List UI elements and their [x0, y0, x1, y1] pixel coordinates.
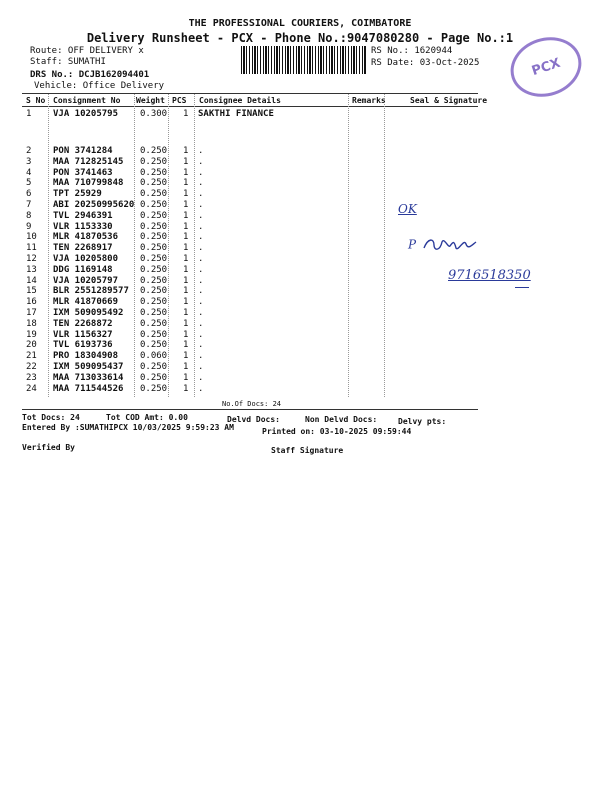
row-sno: 8	[26, 210, 32, 221]
table-row	[0, 157, 600, 168]
barcode-image	[241, 46, 367, 74]
col-seal-signature: Seal & Signature	[410, 96, 488, 105]
row-pcs: 1	[183, 362, 189, 372]
row-weight: 0.250	[140, 221, 168, 232]
row-consignee: .	[198, 200, 204, 210]
row-sno: 2	[26, 146, 32, 156]
staff-signature: Staff Signature	[271, 446, 344, 455]
row-sno: 9	[26, 221, 32, 232]
table-row	[0, 330, 600, 341]
table-row	[0, 211, 600, 222]
row-consignee: .	[198, 189, 204, 200]
company-title: THE PROFESSIONAL COURIERS, COIMBATORE	[188, 18, 412, 29]
row-weight: 0.250	[140, 167, 168, 178]
row-pcs: 1	[183, 221, 189, 232]
runsheet-subtitle: Delivery Runsheet - PCX - Phone No.:9047080280 - Page No.:1	[86, 31, 514, 45]
row-consignee: .	[198, 383, 204, 394]
row-pcs: 1	[183, 329, 189, 340]
row-sno: 23	[26, 372, 37, 383]
table-row	[0, 351, 600, 362]
row-sno: 14	[26, 275, 37, 286]
table-top-rule	[22, 93, 478, 94]
row-consignment-no: TEN 2268917	[53, 243, 113, 254]
no-of-docs: No.Of Docs: 24	[222, 400, 282, 408]
row-sno: 21	[26, 351, 37, 362]
verified-by: Verified By	[22, 443, 75, 452]
table-row	[0, 254, 600, 265]
row-weight: 0.250	[140, 318, 168, 329]
table-bottom-rule	[22, 409, 478, 410]
row-consignee: .	[198, 178, 204, 189]
row-consignee: SAKTHI FINANCE	[198, 109, 274, 119]
row-weight: 0.250	[140, 383, 168, 394]
row-weight: 0.250	[140, 254, 168, 264]
row-consignment-no: MLR 41870669	[53, 297, 119, 308]
table-row	[0, 319, 600, 330]
route-label: Route: OFF DELIVERY x	[30, 46, 144, 56]
row-pcs: 1	[183, 286, 189, 297]
row-weight: 0.250	[140, 156, 168, 167]
row-pcs: 1	[183, 200, 189, 210]
row-pcs: 1	[183, 178, 189, 189]
row-consignee: .	[198, 362, 204, 372]
rs-number: RS No.: 1620944	[371, 46, 453, 56]
row-weight: 0.250	[140, 286, 168, 297]
table-row	[0, 146, 600, 157]
row-consignee: .	[198, 308, 204, 318]
staff-label: Staff: SUMATHI	[30, 57, 106, 67]
row-sno: 15	[26, 286, 37, 297]
row-pcs: 1	[183, 146, 189, 156]
handwritten-phone: 9716518350	[448, 268, 531, 283]
row-consignment-no: BLR 2551289577	[53, 286, 129, 297]
row-sno: 11	[26, 243, 37, 254]
row-consignee: .	[198, 286, 204, 297]
row-consignee: .	[198, 146, 204, 156]
row-weight: 0.250	[140, 178, 168, 189]
col-pcs: PCS	[172, 96, 187, 105]
row-sno: 3	[26, 156, 32, 167]
row-pcs: 1	[183, 308, 189, 318]
total-docs: Tot Docs: 24	[22, 413, 80, 422]
vehicle-label: Vehicle: Office Delivery	[34, 81, 165, 91]
row-consignee: .	[198, 254, 204, 264]
table-row	[0, 373, 600, 384]
row-consignee: .	[198, 264, 204, 275]
row-consignee: .	[198, 167, 204, 178]
table-row	[0, 243, 600, 254]
row-consignee: .	[198, 210, 204, 221]
row-weight: 0.250	[140, 297, 168, 308]
row-pcs: 1	[183, 351, 189, 362]
non-delivered-docs: Non Delvd Docs:	[305, 415, 378, 424]
row-consignment-no: MAA 713033614	[53, 372, 124, 383]
table-row	[0, 384, 600, 395]
row-consignment-no: VJA 10205795	[53, 109, 119, 119]
table-row	[0, 308, 600, 319]
table-row	[0, 340, 600, 351]
pen-mark	[515, 287, 529, 288]
col-consignee: Consignee Details	[199, 96, 281, 105]
row-consignee: .	[198, 372, 204, 383]
row-consignment-no: VJA 10205800	[53, 254, 119, 264]
row-consignee: .	[198, 340, 204, 351]
row-pcs: 1	[183, 372, 189, 383]
row-weight: 0.250	[140, 210, 168, 221]
row-consignment-no: TVL 6193736	[53, 340, 113, 351]
row-sno: 12	[26, 254, 37, 264]
row-sno: 10	[26, 232, 37, 243]
rs-date: RS Date: 03-Oct-2025	[371, 58, 480, 68]
row-consignment-no: IXM 509095437	[53, 362, 124, 372]
handwritten-ok: OK	[398, 202, 417, 216]
row-sno: 7	[26, 200, 32, 210]
row-weight: 0.250	[140, 264, 168, 275]
printed-on: Printed on: 03-10-2025 09:59:44	[262, 427, 412, 436]
row-consignee: .	[198, 329, 204, 340]
row-sno: 5	[26, 178, 32, 189]
row-pcs: 1	[183, 275, 189, 286]
row-weight: 0.250	[140, 308, 168, 318]
table-row	[0, 286, 600, 297]
total-cod-amount: Tot COD Amt: 0.00	[106, 413, 188, 422]
row-consignee: .	[198, 351, 204, 362]
row-sno: 17	[26, 308, 37, 318]
delivery-points: Delvy pts:	[398, 417, 447, 426]
row-weight: 0.250	[140, 340, 168, 351]
row-consignment-no: PON 3741463	[53, 167, 113, 178]
row-sno: 18	[26, 318, 37, 329]
signature-scribble	[420, 236, 480, 254]
row-consignment-no: TEN 2268872	[53, 318, 113, 329]
table-row	[0, 200, 600, 211]
row-sno: 22	[26, 362, 37, 372]
row-consignment-no: TPT 25929	[53, 189, 102, 200]
stamp-text: PCX	[529, 55, 563, 79]
table-header-rule	[22, 106, 478, 107]
row-pcs: 1	[183, 156, 189, 167]
row-pcs: 1	[183, 254, 189, 264]
signature-initial: P	[408, 237, 417, 252]
row-pcs: 1	[183, 189, 189, 200]
row-consignee: .	[198, 275, 204, 286]
row-pcs: 1	[183, 264, 189, 275]
row-consignment-no: IXM 509095492	[53, 308, 124, 318]
row-sno: 20	[26, 340, 37, 351]
row-sno: 16	[26, 297, 37, 308]
row-consignment-no: PRO 18304908	[53, 351, 119, 362]
row-pcs: 1	[183, 318, 189, 329]
row-consignment-no: MAA 710799848	[53, 178, 124, 189]
row-weight: 0.250	[140, 329, 168, 340]
row-consignment-no: MAA 711544526	[53, 383, 124, 394]
table-row	[0, 362, 600, 373]
row-consignee: .	[198, 243, 204, 254]
row-consignment-no: VLR 1156327	[53, 329, 113, 340]
row-consignee: .	[198, 318, 204, 329]
row-consignment-no: VLR 1153330	[53, 221, 113, 232]
row-consignment-no: PON 3741284	[53, 146, 113, 156]
row-consignment-no: ABI 20250995620	[53, 200, 135, 210]
row-weight: 0.300	[140, 109, 168, 119]
row-pcs: 1	[183, 383, 189, 394]
table-row	[0, 232, 600, 243]
row-weight: 0.250	[140, 146, 168, 156]
row-sno: 19	[26, 329, 37, 340]
row-sno: 24	[26, 383, 37, 394]
col-weight: Weight	[136, 96, 165, 105]
row-weight: 0.250	[140, 372, 168, 383]
row-consignee: .	[198, 232, 204, 243]
row-consignment-no: MLR 41870536	[53, 232, 119, 243]
row-consignment-no: VJA 10205797	[53, 275, 119, 286]
row-weight: 0.250	[140, 243, 168, 254]
table-row	[0, 222, 600, 233]
drs-number: DRS No.: DCJB162094401	[30, 70, 150, 80]
row-consignee: .	[198, 156, 204, 167]
row-weight: 0.250	[140, 232, 168, 243]
table-row	[0, 178, 600, 189]
row-pcs: 1	[183, 297, 189, 308]
row-pcs: 1	[183, 340, 189, 351]
row-pcs: 1	[183, 243, 189, 254]
table-row	[0, 297, 600, 308]
row-pcs: 1	[183, 210, 189, 221]
table-row	[0, 189, 600, 200]
row-weight: 0.250	[140, 275, 168, 286]
handwritten-signature	[408, 236, 480, 254]
row-pcs: 1	[183, 109, 189, 119]
row-sno: 1	[26, 109, 32, 119]
row-consignment-no: DDG 1169148	[53, 264, 113, 275]
row-consignment-no: TVL 2946391	[53, 210, 113, 221]
row-sno: 6	[26, 189, 32, 200]
delivered-docs: Delvd Docs:	[227, 415, 280, 424]
row-pcs: 1	[183, 167, 189, 178]
row-weight: 0.060	[140, 351, 168, 362]
entered-by: Entered By :SUMATHIPCX 10/03/2025 9:59:23 AM	[22, 423, 234, 432]
row-consignee: .	[198, 297, 204, 308]
col-consignment: Consignment No	[53, 96, 121, 105]
row-consignment-no: MAA 712825145	[53, 156, 124, 167]
row-consignee: .	[198, 221, 204, 232]
col-sno: S No	[26, 96, 46, 105]
row-sno: 4	[26, 167, 32, 178]
col-remarks: Remarks	[352, 96, 386, 105]
row-sno: 13	[26, 264, 37, 275]
table-row	[0, 168, 600, 179]
row-weight: 0.250	[140, 189, 168, 200]
table-row	[0, 109, 600, 120]
row-weight: 0.250	[140, 362, 168, 372]
row-weight: 0.250	[140, 200, 168, 210]
row-pcs: 1	[183, 232, 189, 243]
